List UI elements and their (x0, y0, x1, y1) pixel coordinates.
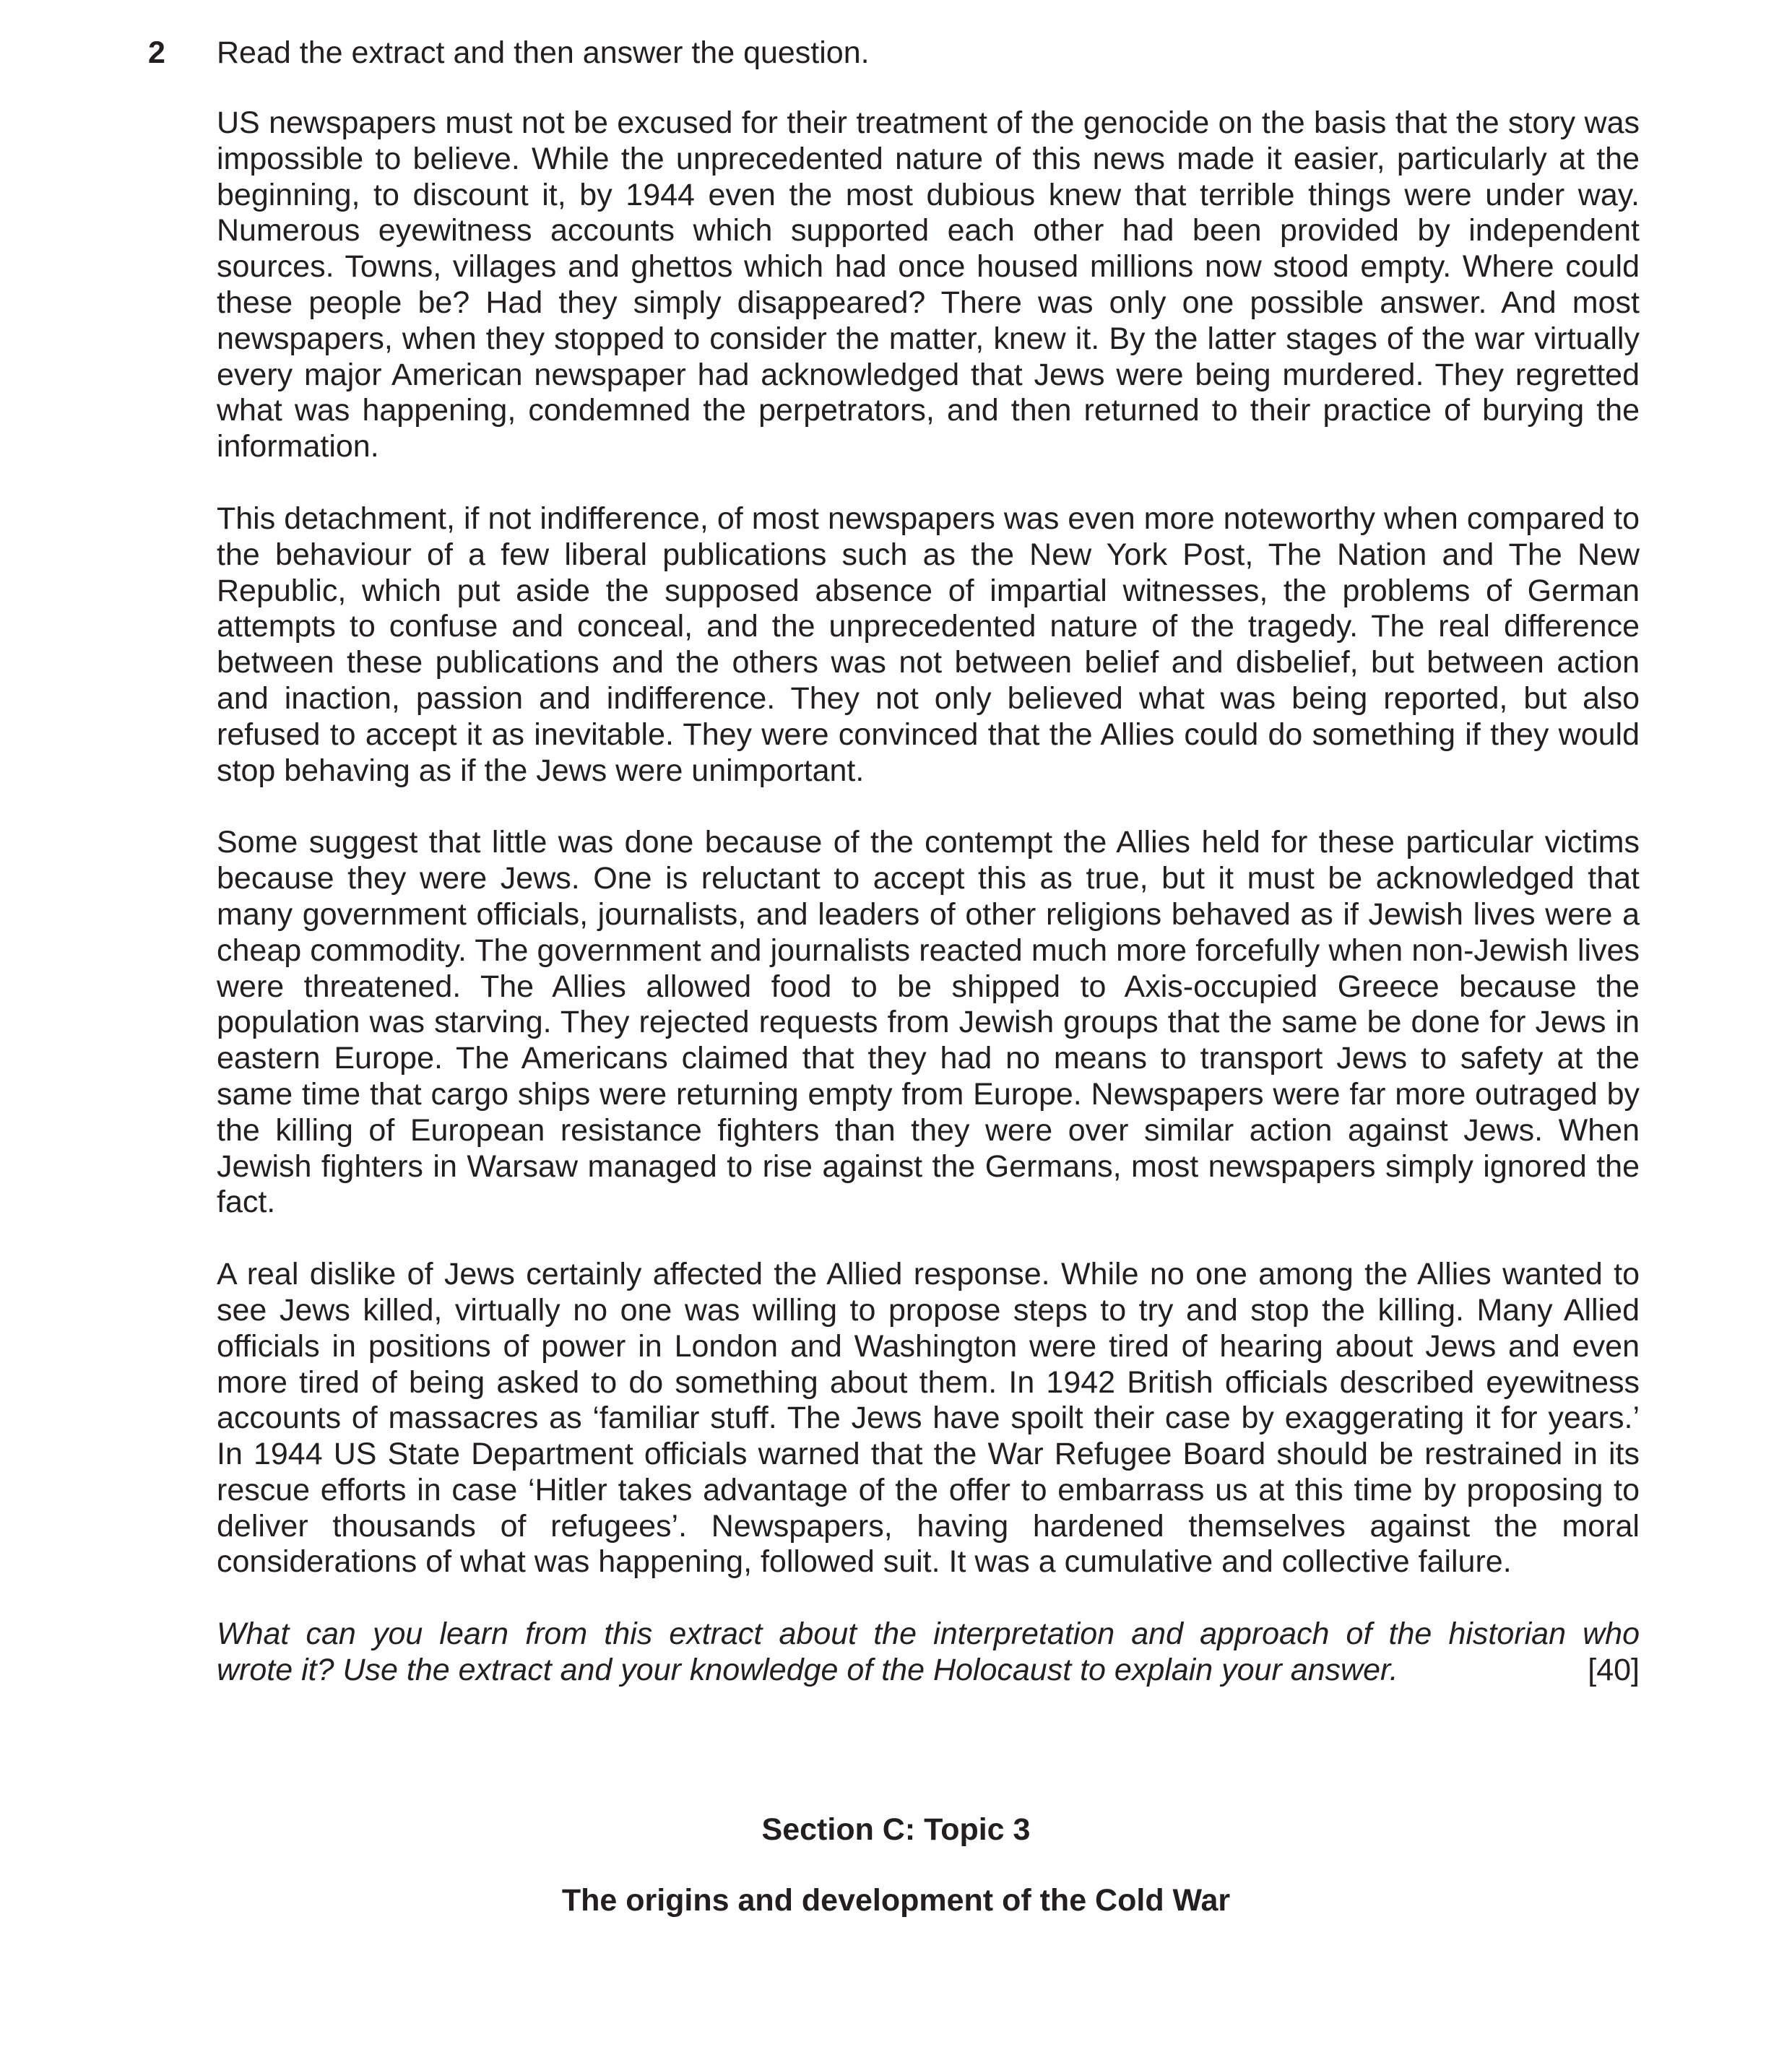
question-instruction: Read the extract and then answer the question. (217, 35, 870, 70)
question-prompt-line-1: What can you learn from this extract about the interpretation and approach of the historian who (217, 1617, 1640, 1652)
extract-paragraph-1: US newspapers must not be excused for their treatment of the genocide on the basis that the story was impossible to believe. While the unprecedented nature of this news made it easier, particularly at the beginning, to discount it, by 1944 even the most dubious knew that terrible things were under way. Numerous eyewitness accounts which supported each other had been provided by independent sources. Towns, villages and ghettos which had once housed millions now stood empty. Where could these people be? Had they simply disappeared? There was only one possible answer. And most newspapers, when they stopped to consider the matter, knew it. By the latter stages of the war virtually every major American newspaper had acknowledged that Jews were being murdered. They regretted what was happening, condemned the perpetrators, and then returned to their practice of burying the information. (217, 105, 1640, 464)
question-prompt (217, 1617, 1640, 1689)
marks-label: [40] (1588, 1653, 1640, 1688)
question-body (217, 35, 1640, 1689)
section-topic-title: The origins and development of the Cold War (561, 1883, 1231, 1918)
extract-paragraph-4: A real dislike of Jews certainly affected the Allied response. While no one among the Allies wanted to see Jews killed, virtually no one was willing to propose steps to try and stop the killing. Many Allied officials in positions of power in London and Washington were tired of hearing about Jews and even more tired of being asked to do something about them. In 1942 British officials described eyewitness accounts of massacres as ‘familiar stuff. The Jews have spoilt their case by exaggerating it for years.’ In 1944 US State Department officials warned that the War Refugee Board should be restrained in its rescue efforts in case ‘Hitler takes advantage of the offer to embarrass us at this time by proposing to deliver thousands of refugees’. Newspapers, having hardened themselves against the moral considerations of what was happening, followed suit. It was a cumulative and collective failure. (217, 1257, 1640, 1580)
extract-paragraph-2: This detachment, if not indifference, of most newspapers was even more noteworthy when compared to the behaviour of a few liberal publications such as the New York Post, The Nation and The New Republic, which put aside the supposed absence of impartial witnesses, the problems of German attempts to confuse and conceal, and the unprecedented nature of the tragedy. The real difference between these publications and the others was not between belief and disbelief, but between action and inaction, passion and indifference. They not only believed what was being reported, but also refused to accept it as inevitable. They were convinced that the Allies could do something if they would stop behaving as if the Jews were unimportant. (217, 501, 1640, 788)
question-prompt-line-2-row (217, 1653, 1640, 1689)
section-heading: Section C: Topic 3 (761, 1812, 1031, 1847)
question-prompt-line-2: wrote it? Use the extract and your knowledge of the Holocaust to explain your answer. (217, 1653, 1398, 1688)
extract-paragraph-3: Some suggest that little was done because of the contempt the Allies held for these particular victims because they were Jews. One is reluctant to accept this as true, but it must be acknowledged that many government officials, journalists, and leaders of other religions behaved as if Jewish lives were a cheap commodity. The government and journalists reacted much more forcefully when non-Jewish lives were threatened. The Allies allowed food to be shipped to Axis-occupied Greece because the population was starving. They rejected requests from Jewish groups that the same be done for Jews in eastern Europe. The Americans claimed that they had no means to transport Jews to safety at the same time that cargo ships were returning empty from Europe. Newspapers were far more outraged by the killing of European resistance fighters than they were over similar action against Jews. When Jewish fighters in Warsaw managed to rise against the Germans, most newspapers simply ignored the fact. (217, 825, 1640, 1220)
question-number: 2 (148, 35, 165, 70)
